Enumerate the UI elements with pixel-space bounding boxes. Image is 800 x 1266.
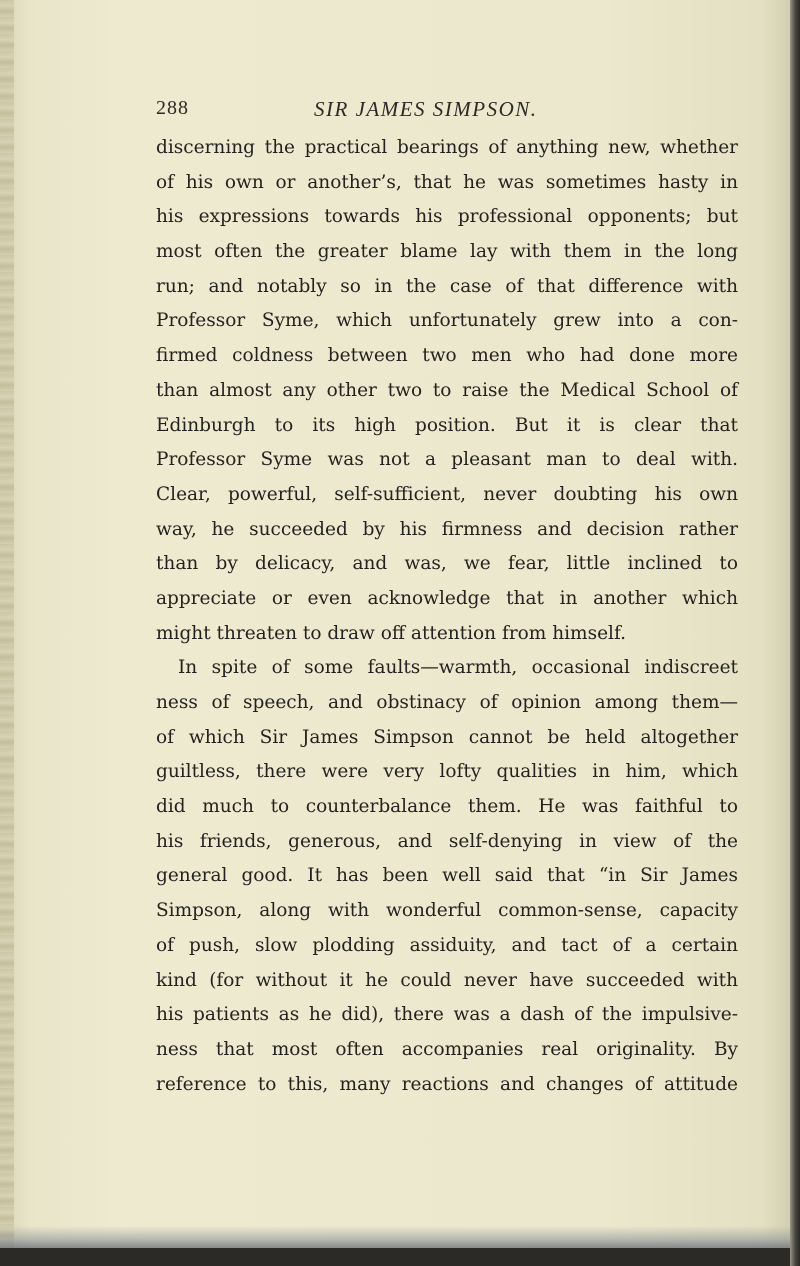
text-line: In spite of some faults—warmth, occasional indiscreet: [178, 657, 738, 679]
body-text: [156, 131, 738, 1102]
page-right-edge: [790, 0, 800, 1266]
text-line: guiltless, there were very lofty qualities in him, which: [156, 761, 738, 783]
text-line: Professor Syme was not a pleasant man to deal with.: [156, 449, 738, 471]
text-line: appreciate or even acknowledge that in another which: [156, 587, 738, 609]
text-line: Edinburgh to its high position. But it is clear that: [156, 414, 738, 436]
text-line: general good. It has been well said that “in Sir James: [156, 865, 738, 887]
text-line: his patients as he did), there was a dash of the impulsive-: [156, 1004, 738, 1026]
text-line: Simpson, along with wonderful common-sense, capacity: [156, 900, 738, 922]
running-head: [156, 97, 756, 127]
text-line: than almost any other two to raise the Medical School of: [156, 379, 738, 401]
page-number: 288: [156, 97, 189, 119]
text-line: run; and notably so in the case of that difference with: [156, 275, 738, 297]
text-line: ness that most often accompanies real originality. By: [156, 1038, 738, 1060]
running-head-title: SIR JAMES SIMPSON.: [314, 97, 538, 121]
text-line: Professor Syme, which unfortunately grew into a con-: [156, 310, 738, 332]
page-binding-edge: [0, 0, 14, 1248]
text-line: of push, slow plodding assiduity, and tact of a certain: [156, 934, 738, 956]
text-line: way, he succeeded by his firmness and decision rather: [156, 518, 738, 540]
text-line: his friends, generous, and self-denying in view of the: [156, 830, 738, 852]
text-line: reference to this, many reactions and changes of attitude: [156, 1073, 738, 1095]
text-line: firmed coldness between two men who had done more: [156, 345, 738, 367]
text-line: Clear, powerful, self-sufficient, never doubting his own: [156, 483, 738, 505]
text-line: discerning the practical bearings of anything new, whether: [156, 137, 738, 158]
text-line: might threaten to draw off attention from himself.: [156, 622, 627, 644]
text-line: kind (for without it he could never have succeeded with: [156, 969, 738, 991]
text-line: than by delicacy, and was, we fear, little inclined to: [156, 553, 738, 575]
text-line: ness of speech, and obstinacy of opinion among them—: [156, 692, 738, 713]
text-line: most often the greater blame lay with them in the long: [156, 241, 738, 263]
page-bottom-shadow: [0, 1226, 790, 1248]
text-line: of which Sir James Simpson cannot be held altogether: [156, 726, 738, 748]
text-line: his expressions towards his professional opponents; but: [156, 206, 738, 228]
text-line: of his own or another’s, that he was sometimes hasty in: [156, 171, 738, 193]
text-line: did much to counterbalance them. He was faithful to: [156, 796, 738, 818]
